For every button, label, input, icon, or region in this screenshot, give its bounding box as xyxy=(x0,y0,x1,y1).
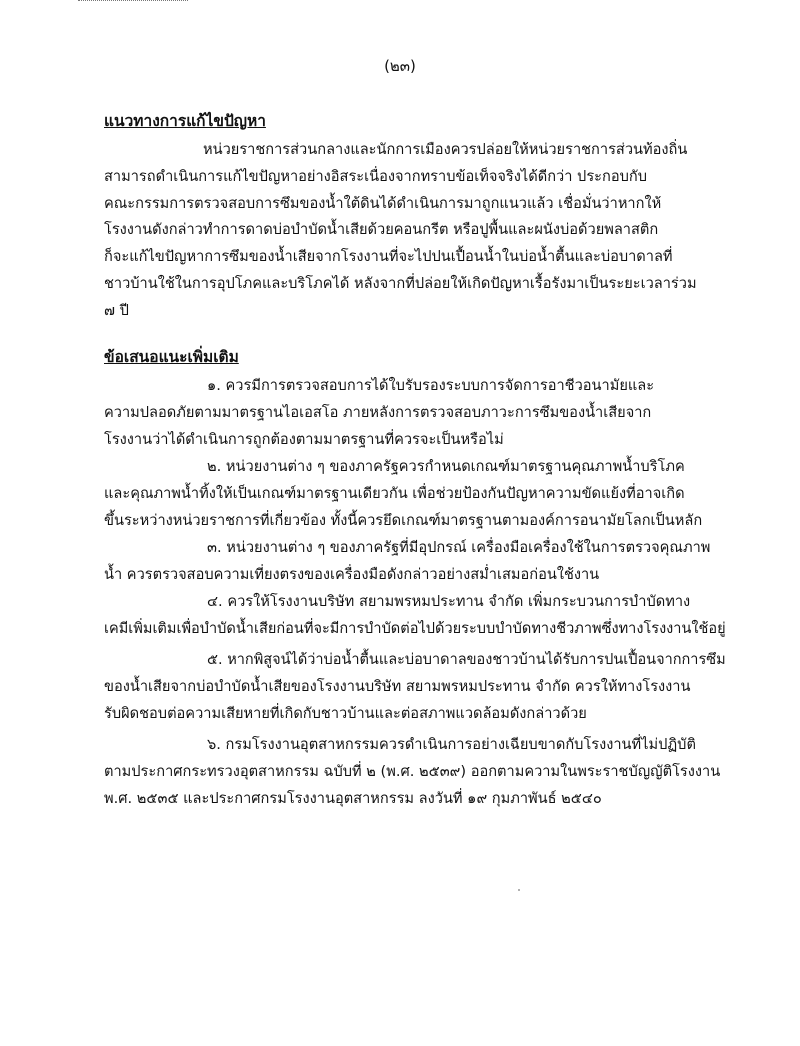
item-first-line: ๒. หน่วยงานต่าง ๆ ของภาครัฐควรกำหนดเกณฑ์มาตรฐานคุณภาพน้ำบริโภค xyxy=(207,458,685,475)
scan-speck xyxy=(518,889,520,891)
section-heading-recommendations: ข้อเสนอแนะเพิ่มเติม xyxy=(104,348,239,366)
paragraph-line: ก็จะแก้ไขปัญหาการซึมของน้ำเสียจากโรงงานที่จะไปปนเปื้อนน้ำในบ่อน้ำตื้นและบ่อบาดาลที่ xyxy=(104,248,673,265)
item-line: ความปลอดภัยตามมาตรฐานไอเอสโอ ภายหลังการตรวจสอบภาวะการซึมของน้ำเสียจาก xyxy=(104,404,652,421)
item-first-line: ๖. กรมโรงงานอุตสาหกรรมควรดำเนินการอย่างเฉียบขาดกับโรงงานที่ไม่ปฏิบัติ xyxy=(207,736,696,753)
paragraph-line: สามารถดำเนินการแก้ไขปัญหาอย่างอิสระเนื่องจากทราบข้อเท็จจริงได้ดีกว่า ประกอบกับ xyxy=(104,168,647,185)
page-number: (๒๓) xyxy=(384,57,416,75)
item-line: และคุณภาพน้ำทิ้งให้เป็นเกณฑ์มาตรฐานเดียวกัน เพื่อช่วยป้องกันปัญหาความขัดแย้งที่อาจเกิด xyxy=(104,485,685,502)
paragraph-line: หน่วยราชการส่วนกลางและนักการเมืองควรปล่อยให้หน่วยราชการส่วนท้องถิ่น xyxy=(203,141,688,158)
item-first-line: ๑. ควรมีการตรวจสอบการได้ใบรับรองระบบการจัดการอาชีวอนามัยและ xyxy=(207,377,655,394)
item-line: รับผิดชอบต่อความเสียหายที่เกิดกับชาวบ้านและต่อสภาพแวดล้อมดังกล่าวด้วย xyxy=(104,705,587,722)
item-first-line: ๕. หากพิสูจน์ได้ว่าบ่อน้ำตื้นและบ่อบาดาลของชาวบ้านได้รับการปนเปื้อนจากการซึม xyxy=(207,651,726,668)
paragraph-line: คณะกรรมการตรวจสอบการซึมของน้ำใต้ดินได้ดำเนินการมาถูกแนวแล้ว เชื่อมั่นว่าหากให้ xyxy=(104,195,662,212)
paragraph-line: ชาวบ้านใช้ในการอุปโภคและบริโภคได้ หลังจากที่ปล่อยให้เกิดปัญหาเรื้อรังมาเป็นระยะเวลาร่วม xyxy=(104,275,697,292)
paragraph-line: โรงงานดังกล่าวทำการดาดบ่อบำบัดน้ำเสียด้วยคอนกรีต หรือปูพื้นและผนังบ่อด้วยพลาสติก xyxy=(104,221,659,238)
item-line: ตามประกาศกระทรวงอุตสาหกรรม ฉบับที่ ๒ (พ.ศ. ๒๕๓๙) ออกตามความในพระราชบัญญัติโรงงาน xyxy=(104,763,721,780)
item-first-line: ๓. หน่วยงานต่าง ๆ ของภาครัฐที่มีอุปกรณ์ เครื่องมือเครื่องใช้ในการตรวจคุณภาพ xyxy=(207,539,711,556)
item-line: น้ำ ควรตรวจสอบความเที่ยงตรงของเครื่องมือดังกล่าวอย่างสม่ำเสมอก่อนใช้งาน xyxy=(104,566,600,583)
item-line: เคมีเพิ่มเติมเพื่อบำบัดน้ำเสียก่อนที่จะมีการบำบัดต่อไปด้วยระบบบำบัดทางชีวภาพซึ่งทางโรงงานใช้อยู่ xyxy=(104,620,726,637)
scan-edge-rule xyxy=(78,0,188,1)
item-line: โรงงานว่าได้ดำเนินการถูกต้องตามมาตรฐานที่ควรจะเป็นหรือไม่ xyxy=(104,431,504,448)
item-line: พ.ศ. ๒๕๓๕ และประกาศกรมโรงงานอุตสาหกรรม ลงวันที่ ๑๙ กุมภาพันธ์ ๒๕๔๐ xyxy=(104,790,602,807)
paragraph-line: ๗ ปี xyxy=(104,302,129,319)
section-heading-solution: แนวทางการแก้ไขปัญหา xyxy=(104,112,266,130)
item-line: ของน้ำเสียจากบ่อบำบัดน้ำเสียของโรงงานบริษัท สยามพรหมประทาน จำกัด ควรให้ทางโรงงาน xyxy=(104,678,691,695)
item-first-line: ๔. ควรให้โรงงานบริษัท สยามพรหมประทาน จำกัด เพิ่มกระบวนการบำบัดทาง xyxy=(207,593,691,610)
item-line: ขึ้นระหว่างหน่วยราชการที่เกี่ยวข้อง ทั้งนี้ควรยึดเกณฑ์มาตรฐานตามองค์การอนามัยโลกเป็นหลัก xyxy=(104,512,703,529)
